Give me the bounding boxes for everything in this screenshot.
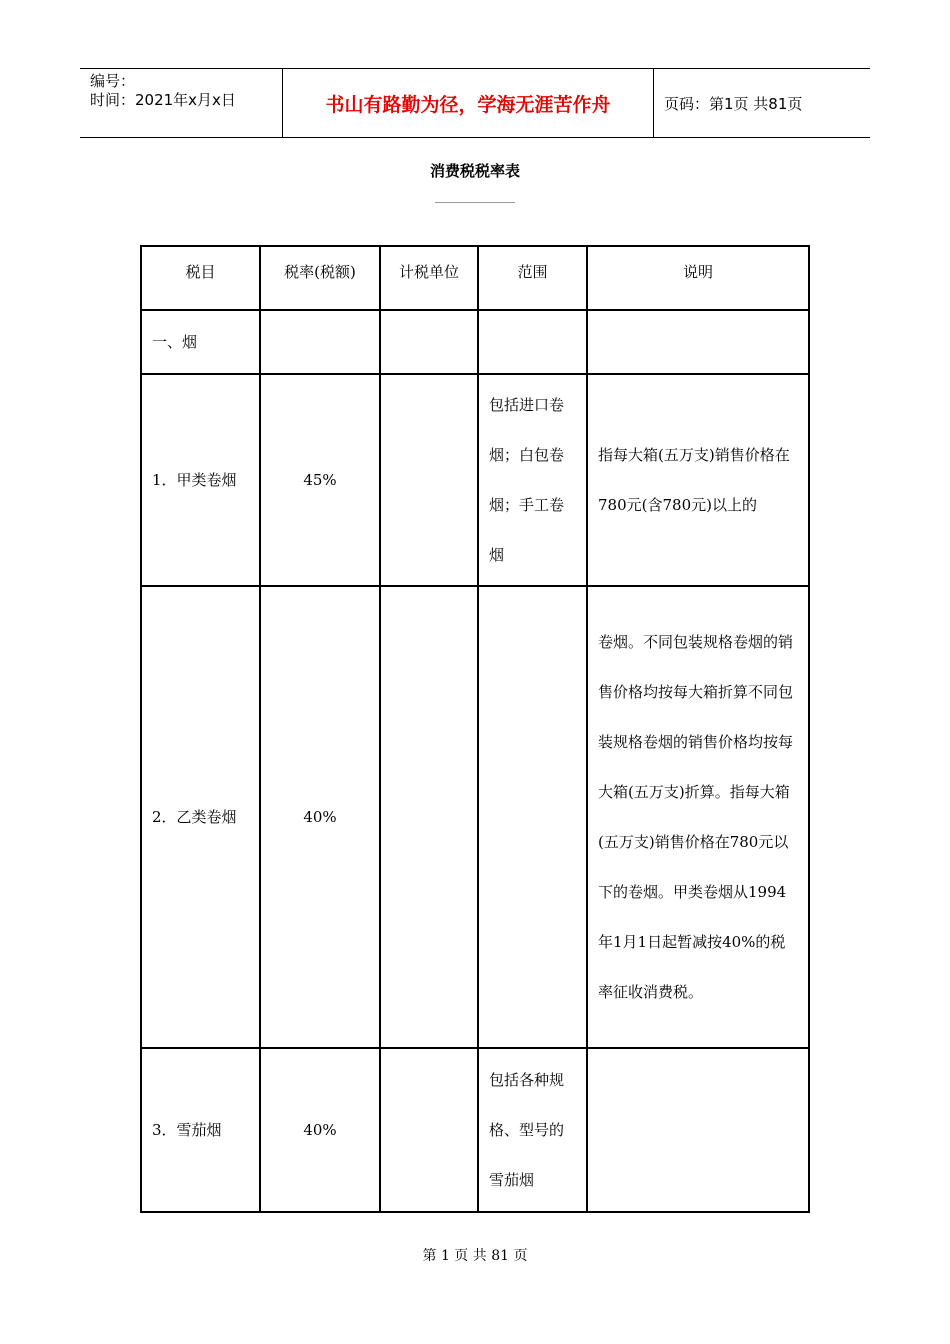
unit-cell [381, 375, 479, 587]
item-cell: 2．乙类卷烟 [142, 587, 261, 1049]
unit-cell [381, 1049, 479, 1211]
unit-cell [381, 587, 479, 1049]
tax-rate-table [140, 245, 810, 1213]
rate-cell: 40% [261, 587, 381, 1049]
header-meta [80, 69, 282, 137]
unit-cell [381, 311, 479, 375]
item-cell: 1．甲类卷烟 [142, 375, 261, 587]
header-page-info: 页码：第1页 共81页 [664, 94, 803, 113]
note-cell [588, 1049, 808, 1211]
item-cell: 3．雪茄烟 [142, 1049, 261, 1211]
scope-cell: 包括进口卷烟；白包卷烟；手工卷烟 [479, 375, 588, 587]
scope-cell [479, 587, 588, 1049]
date-label: 时间：2021年x月x日 [90, 91, 236, 109]
table-row [142, 375, 808, 587]
header-cell: 税率(税额) [261, 247, 381, 311]
scope-cell [479, 311, 588, 375]
item-cell: 一、烟 [142, 311, 261, 375]
note-cell [588, 311, 808, 375]
document-title: 消费税税率表 [429, 162, 520, 180]
table-row [142, 1049, 808, 1211]
code-label: 编号： [90, 72, 136, 90]
table-header-row [142, 247, 808, 311]
header-cell: 税目 [142, 247, 261, 311]
table-row [142, 587, 808, 1049]
note-cell: 卷烟。不同包装规格卷烟的销售价格均按每大箱折算不同包装规格卷烟的销售价格均按每大箱(五万支)折算。指每大箱(五万支)销售价格在780元以下的卷烟。甲类卷烟从1994年1月1日起暂减按40%的税率征收消费税。 [588, 587, 808, 1049]
page-footer: 第 1 页 共 81 页 [422, 1248, 528, 1264]
title-divider [435, 202, 515, 203]
table-row [142, 311, 808, 375]
note-cell: 指每大箱(五万支)销售价格在780元(含780元)以上的 [588, 375, 808, 587]
header-cell: 计税单位 [381, 247, 479, 311]
rate-cell: 40% [261, 1049, 381, 1211]
scope-cell: 包括各种规格、型号的雪茄烟 [479, 1049, 588, 1211]
rate-cell [261, 311, 381, 375]
page-header [80, 68, 870, 138]
rate-cell: 45% [261, 375, 381, 587]
header-cell: 范围 [479, 247, 588, 311]
header-cell: 说明 [588, 247, 808, 311]
header-motto: 书山有路勤为径，学海无涯苦作舟 [282, 69, 654, 137]
